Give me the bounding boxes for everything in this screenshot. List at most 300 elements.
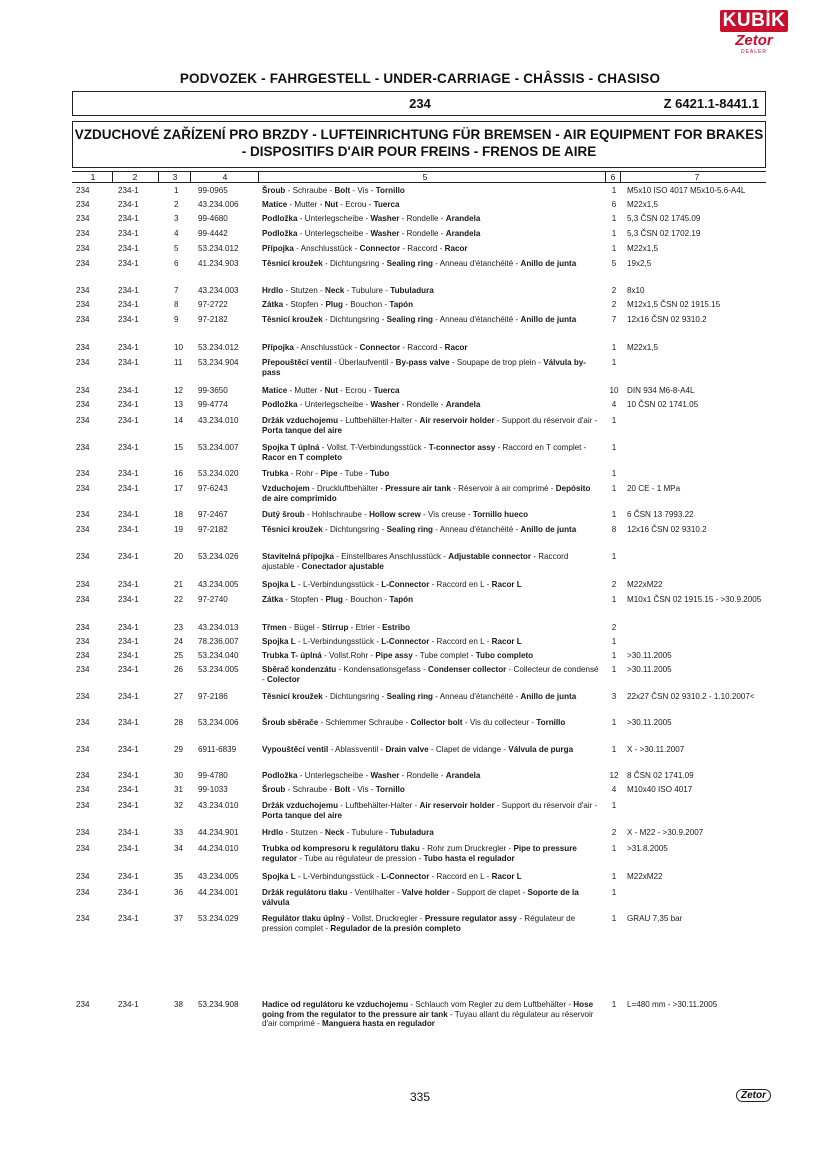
cell-part-number: 43.234.005 <box>198 580 239 589</box>
cell-quantity: 2 <box>611 286 617 295</box>
cell-position: 20 <box>174 552 184 561</box>
column-header-4: 4 <box>222 172 228 182</box>
description-cz: Vypouštěcí ventil <box>262 745 329 754</box>
column-divider <box>112 172 113 182</box>
cell-position: 27 <box>174 692 184 701</box>
description-fr: Vis du collecteur <box>469 718 530 727</box>
cell-quantity: 5 <box>611 259 617 268</box>
cell-group: 234 <box>76 745 90 754</box>
cell-subgroup: 234-1 <box>118 801 139 810</box>
cell-group: 234 <box>76 651 90 660</box>
description-es: Racor en T completo <box>262 452 343 462</box>
description-es: Tubo <box>370 469 390 478</box>
cell-note: >30.11.2005 <box>627 665 672 674</box>
cell-description: Těsnicí kroužek - Dichtungsring - Sealing ring - Anneau d'étanchéité - Anillo de junta <box>262 315 577 324</box>
description-en: Neck <box>325 828 345 837</box>
cell-group: 234 <box>76 214 90 223</box>
description-de: Überlaufventil <box>338 358 389 367</box>
description-en: Stirrup <box>321 623 349 632</box>
cell-note: M12x1,5 ČSN 02 1915.15 <box>627 300 721 309</box>
description-es: Porta tanque del aire <box>262 810 343 820</box>
description-es: Arandela <box>445 400 481 409</box>
description-es: Arandela <box>445 229 481 238</box>
cell-part-number: 53.234.904 <box>198 358 239 367</box>
cell-quantity: 6 <box>611 200 617 209</box>
column-header-5: 5 <box>422 172 428 182</box>
cell-group: 234 <box>76 525 90 534</box>
description-es: Porta tanque del aire <box>262 425 343 435</box>
description-cz: Vzduchojem <box>262 484 310 493</box>
description-de: Schlauch vom Regler zu dem Luftbehälter <box>415 1000 567 1009</box>
cell-subgroup: 234-1 <box>118 828 139 837</box>
cell-subgroup: 234-1 <box>118 400 139 409</box>
cell-position: 24 <box>174 637 184 646</box>
description-es: Tuerca <box>373 200 400 209</box>
cell-description: Spojka T úplná - Vollst. T-Verbindungsstück - T-connector assy - Raccord en T complet - Racor en T completo <box>262 443 587 462</box>
description-es: Tubo hasta el regulador <box>423 853 515 863</box>
description-cz: Držák vzduchojemu <box>262 416 339 425</box>
cell-description: Hrdlo - Stutzen - Neck - Tubulure - Tubuladura <box>262 828 434 837</box>
description-fr: Anneau d'étanchéité <box>439 525 514 534</box>
cell-group: 234 <box>76 186 90 195</box>
cell-note: M22x1,5 <box>627 244 659 253</box>
description-fr: Anneau d'étanchéité <box>439 692 514 701</box>
description-es: Tuerca <box>373 386 400 395</box>
description-de: Schraube <box>292 186 328 195</box>
cell-quantity: 1 <box>611 888 617 897</box>
description-cz: Těsnicí kroužek <box>262 525 323 534</box>
cell-position: 37 <box>174 914 184 923</box>
model-code: Z 6421.1-8441.1 <box>663 96 759 111</box>
description-fr: Clapet de vidange <box>435 745 502 754</box>
cell-note: X - M22 - >30.9.2007 <box>627 828 704 837</box>
cell-note: L=480 mm - >30.11.2005 <box>627 1000 718 1009</box>
cell-quantity: 8 <box>611 525 617 534</box>
description-es: Estribo <box>382 623 411 632</box>
cell-subgroup: 234-1 <box>118 286 139 295</box>
cell-description: Podložka - Unterlegscheibe - Washer - Rondelle - Arandela <box>262 214 481 223</box>
cell-description: Šroub - Schraube - Bolt - Vis - Tornillo <box>262 785 405 794</box>
cell-position: 21 <box>174 580 184 589</box>
description-en: Drain valve <box>385 745 429 754</box>
cell-position: 22 <box>174 595 184 604</box>
description-de: L-Verbindungsstück <box>302 580 375 589</box>
description-es: Racor L <box>491 637 522 646</box>
logo-tag: DEALER <box>740 49 767 55</box>
cell-part-number: 78.236.007 <box>198 637 239 646</box>
cell-note: M5x10 ISO 4017 M5x10-5.6-A4L <box>627 186 746 195</box>
cell-description: Třmen - Bügel - Stirrup - Etrier - Estribo <box>262 623 411 632</box>
description-fr: Rondelle <box>406 214 439 223</box>
description-fr: Régulateur de pression complet <box>262 914 576 933</box>
column-divider <box>158 172 159 182</box>
description-cz: Držák regulátoru tlaku <box>262 888 348 897</box>
cell-subgroup: 234-1 <box>118 244 139 253</box>
cell-note: >30.11.2005 <box>627 718 672 727</box>
cell-part-number: 43.234.006 <box>198 200 239 209</box>
cell-part-number: 44.234.001 <box>198 888 239 897</box>
description-fr: Bouchon <box>350 595 383 604</box>
description-es: Anillo de junta <box>520 692 577 701</box>
cell-subgroup: 234-1 <box>118 1000 139 1009</box>
description-es: Racor L <box>491 580 522 589</box>
cell-subgroup: 234-1 <box>118 259 139 268</box>
cell-description: Matice - Mutter - Nut - Ecrou - Tuerca <box>262 386 400 395</box>
cell-part-number: 53.234.026 <box>198 552 239 561</box>
description-es: Arandela <box>445 771 481 780</box>
description-cz: Hrdlo <box>262 286 284 295</box>
description-de: Hohlschraube <box>311 510 362 519</box>
description-cz: Těsnicí kroužek <box>262 259 323 268</box>
description-cz: Těsnicí kroužek <box>262 315 323 324</box>
cell-position: 9 <box>174 315 179 324</box>
page-number: 335 <box>409 1090 431 1104</box>
description-cz: Matice <box>262 386 288 395</box>
cell-description: Spojka L - L-Verbindungsstück - L-Connector - Raccord en L - Racor L <box>262 580 522 589</box>
description-de: Anschlusstück <box>300 343 353 352</box>
description-cz: Podložka <box>262 400 298 409</box>
cell-note: M22xM22 <box>627 872 663 881</box>
cell-quantity: 1 <box>611 244 617 253</box>
description-es: Racor <box>444 343 468 352</box>
description-en: Sealing ring <box>386 525 433 534</box>
description-es: Tornillo hueco <box>472 510 529 519</box>
description-cz: Spojka L <box>262 580 296 589</box>
description-en: Bolt <box>334 785 351 794</box>
cell-description: Přepouštěcí ventil - Überlaufventil - By-pass valve - Soupape de trop plein - Válvula by-pass <box>262 358 586 377</box>
description-fr: Raccord en L <box>436 637 485 646</box>
cell-group: 234 <box>76 244 90 253</box>
cell-subgroup: 234-1 <box>118 665 139 674</box>
cell-quantity: 1 <box>611 229 617 238</box>
description-de: Druckluftbehälter <box>316 484 379 493</box>
description-en: Valve holder <box>401 888 450 897</box>
cell-quantity: 1 <box>611 745 617 754</box>
description-en: Adjustable connector <box>448 552 531 561</box>
cell-group: 234 <box>76 1000 90 1009</box>
cell-description: Spojka L - L-Verbindungsstück - L-Connector - Raccord en L - Racor L <box>262 872 522 881</box>
cell-part-number: 53.234.012 <box>198 244 239 253</box>
description-de: Dichtungsring <box>329 692 380 701</box>
cell-note: 6 ČSN 13 7993.22 <box>627 510 694 519</box>
description-fr: Vis <box>357 186 369 195</box>
cell-part-number: 99-0965 <box>198 186 228 195</box>
description-en: L-Connector <box>381 637 430 646</box>
description-de: Unterlegscheibe <box>304 229 364 238</box>
description-de: Unterlegscheibe <box>304 771 364 780</box>
description-de: Vollst. Druckregler <box>351 914 418 923</box>
cell-part-number: 41.234.903 <box>198 259 239 268</box>
description-fr: Raccord ajustable <box>262 552 569 571</box>
cell-group: 234 <box>76 286 90 295</box>
description-fr: Réservoir à air comprimé <box>458 484 549 493</box>
description-en: Washer <box>370 229 400 238</box>
cell-description: Sběrač kondenzátu - Kondensationsgefass - Condenser collector - Collecteur de condensé - Colector <box>262 665 599 684</box>
cell-subgroup: 234-1 <box>118 510 139 519</box>
column-header-1: 1 <box>90 172 96 182</box>
cell-position: 33 <box>174 828 184 837</box>
cell-position: 16 <box>174 469 184 478</box>
description-fr: Raccord en L <box>436 580 485 589</box>
cell-description: Zátka - Stopfen - Plug - Bouchon - Tapón <box>262 595 414 604</box>
cell-subgroup: 234-1 <box>118 443 139 452</box>
cell-description: Zátka - Stopfen - Plug - Bouchon - Tapón <box>262 300 414 309</box>
cell-description: Vzduchojem - Druckluftbehälter - Pressure air tank - Réservoir à air comprimé - Depósito de aire comprimido <box>262 484 591 503</box>
cell-part-number: 6911-6839 <box>198 745 237 754</box>
cell-quantity: 1 <box>611 801 617 810</box>
cell-position: 6 <box>174 259 179 268</box>
cell-note: X - >30.11.2007 <box>627 745 685 754</box>
cell-group: 234 <box>76 637 90 646</box>
description-fr: Raccord <box>407 244 438 253</box>
description-es: Tornillo <box>375 785 405 794</box>
cell-note: GRAU 7,35 bar <box>627 914 683 923</box>
cell-group: 234 <box>76 844 90 853</box>
cell-subgroup: 234-1 <box>118 358 139 367</box>
cell-description: Dutý šroub - Hohlschraube - Hollow screw - Vis creuse - Tornillo hueco <box>262 510 529 519</box>
description-en: Plug <box>325 595 344 604</box>
cell-description: Hadice od regulátoru ke vzduchojemu - Schlauch vom Regler zu dem Luftbehälter - Hose going from the regulator to the pressure air tank - Tuyau allant du régulateur au réservoir d'air comprimé - Manguera hasta en regulador <box>262 1000 594 1028</box>
description-en: Hose going from the regulator to the pressure air tank <box>262 1000 594 1019</box>
description-en: Pressure air tank <box>385 484 451 493</box>
cell-position: 31 <box>174 785 184 794</box>
cell-position: 12 <box>174 386 184 395</box>
cell-part-number: 53.234.040 <box>198 651 239 660</box>
cell-position: 38 <box>174 1000 184 1009</box>
description-fr: Ecrou <box>345 200 367 209</box>
description-cz: Zátka <box>262 300 284 309</box>
cell-group: 234 <box>76 801 90 810</box>
logo-brand: KUBÍK <box>720 10 788 32</box>
cell-group: 234 <box>76 771 90 780</box>
description-en: Sealing ring <box>386 692 433 701</box>
cell-description: Matice - Mutter - Nut - Ecrou - Tuerca <box>262 200 400 209</box>
cell-quantity: 2 <box>611 828 617 837</box>
column-divider <box>258 172 259 182</box>
description-fr: Anneau d'étanchéité <box>439 259 514 268</box>
cell-note: 8x10 <box>627 286 645 295</box>
description-cz: Regulátor tlaku úplný <box>262 914 345 923</box>
description-cz: Šroub <box>262 785 286 794</box>
description-en: Pressure regulator assy <box>424 914 518 923</box>
description-es: Colector <box>266 674 300 684</box>
description-fr: Raccord en T complet <box>502 443 582 452</box>
cell-position: 3 <box>174 214 179 223</box>
cell-quantity: 1 <box>611 510 617 519</box>
cell-position: 17 <box>174 484 184 493</box>
cell-note: 5,3 ČSN 02 1702.19 <box>627 229 701 238</box>
cell-quantity: 1 <box>611 665 617 674</box>
description-de: Rohr zum Druckregler <box>427 844 507 853</box>
cell-description: Podložka - Unterlegscheibe - Washer - Rondelle - Arandela <box>262 771 481 780</box>
description-es: Anillo de junta <box>520 259 577 268</box>
cell-subgroup: 234-1 <box>118 692 139 701</box>
cell-subgroup: 234-1 <box>118 914 139 923</box>
cell-note: 8 ČSN 02 1741.09 <box>627 771 694 780</box>
description-de: Vollst.Rohr <box>329 651 369 660</box>
description-es: Tornillo <box>536 718 566 727</box>
cell-group: 234 <box>76 300 90 309</box>
cell-part-number: 99-3650 <box>198 386 228 395</box>
cell-quantity: 10 <box>609 386 619 395</box>
cell-subgroup: 234-1 <box>118 416 139 425</box>
description-en: Connector <box>359 244 401 253</box>
cell-group: 234 <box>76 914 90 923</box>
cell-quantity: 1 <box>611 443 617 452</box>
cell-position: 5 <box>174 244 179 253</box>
cell-quantity: 4 <box>611 785 617 794</box>
cell-quantity: 2 <box>611 300 617 309</box>
description-cz: Hrdlo <box>262 828 284 837</box>
cell-quantity: 3 <box>611 692 617 701</box>
cell-description: Trubka T- úplná - Vollst.Rohr - Pipe assy - Tube complet - Tubo completo <box>262 651 534 660</box>
description-fr: Ecrou <box>345 386 367 395</box>
column-header-7: 7 <box>694 172 700 182</box>
cell-group: 234 <box>76 469 90 478</box>
cell-description: Šroub - Schraube - Bolt - Vis - Tornillo <box>262 186 405 195</box>
cell-position: 10 <box>174 343 184 352</box>
cell-description: Přípojka - Anschlusstück - Connector - Raccord - Racor <box>262 244 468 253</box>
cell-subgroup: 234-1 <box>118 186 139 195</box>
description-es: Racor L <box>491 872 522 881</box>
cell-position: 32 <box>174 801 184 810</box>
cell-part-number: 53.234.029 <box>198 914 239 923</box>
description-fr: Tube au régulateur de pression <box>304 853 417 863</box>
description-es: Tornillo <box>375 186 405 195</box>
cell-note: DIN 934 M6-8-A4L <box>627 386 695 395</box>
description-de: Luftbehälter-Halter <box>345 801 413 810</box>
description-cz: Hadice od regulátoru ke vzduchojemu <box>262 1000 409 1009</box>
cell-position: 13 <box>174 400 184 409</box>
section-title: PODVOZEK - FAHRGESTELL - UNDER-CARRIAGE - CHÂSSIS - CHASISO <box>179 71 661 86</box>
description-cz: Stavitelná přípojka <box>262 552 334 561</box>
group-number: 234 <box>409 96 431 111</box>
description-es: Tubuladura <box>390 286 434 295</box>
cell-subgroup: 234-1 <box>118 469 139 478</box>
cell-subgroup: 234-1 <box>118 525 139 534</box>
cell-part-number: 43.234.013 <box>198 623 239 632</box>
description-de: Unterlegscheibe <box>304 400 364 409</box>
cell-description: Těsnicí kroužek - Dichtungsring - Sealing ring - Anneau d'étanchéité - Anillo de junta <box>262 525 577 534</box>
cell-group: 234 <box>76 200 90 209</box>
cell-part-number: 53.234.908 <box>198 1000 239 1009</box>
cell-note: M10x1 ČSN 02 1915.15 - >30.9.2005 <box>627 595 762 604</box>
description-en: L-Connector <box>381 872 430 881</box>
cell-description: Stavitelná přípojka - Einstellbares Anschlusstück - Adjustable connector - Raccord ajustable - Conectador ajustable <box>262 552 569 571</box>
cell-note: 19x2,5 <box>627 259 652 268</box>
page-title <box>72 121 766 168</box>
description-de: Stutzen <box>290 286 318 295</box>
column-header-3: 3 <box>172 172 178 182</box>
cell-quantity: 2 <box>611 623 617 632</box>
cell-part-number: 99-4680 <box>198 214 228 223</box>
cell-description: Držák regulátoru tlaku - Ventilhalter - Valve holder - Support de clapet - Soporte de la válvula <box>262 888 579 907</box>
cell-quantity: 7 <box>611 315 617 324</box>
description-es: Tapón <box>389 595 414 604</box>
cell-position: 30 <box>174 771 184 780</box>
description-fr: Rondelle <box>406 229 439 238</box>
description-de: Ablassventil <box>335 745 379 754</box>
cell-quantity: 1 <box>611 914 617 923</box>
cell-group: 234 <box>76 785 90 794</box>
description-es: Manguera hasta en regulador <box>322 1019 435 1028</box>
description-en: Sealing ring <box>386 315 433 324</box>
cell-subgroup: 234-1 <box>118 785 139 794</box>
description-de: Bügel <box>293 623 315 632</box>
cell-description: Vypouštěcí ventil - Ablassventil - Drain valve - Clapet de vidange - Válvula de purga <box>262 745 574 754</box>
description-de: Stutzen <box>290 828 318 837</box>
cell-position: 7 <box>174 286 179 295</box>
cell-description: Podložka - Unterlegscheibe - Washer - Rondelle - Arandela <box>262 229 481 238</box>
group-header-box <box>72 91 766 116</box>
cell-description: Podložka - Unterlegscheibe - Washer - Rondelle - Arandela <box>262 400 481 409</box>
cell-subgroup: 234-1 <box>118 214 139 223</box>
cell-position: 34 <box>174 844 184 853</box>
description-cz: Šroub sběrače <box>262 718 319 727</box>
description-fr: Collecteur de condensé <box>513 665 599 674</box>
description-en: Washer <box>370 771 400 780</box>
description-en: Washer <box>370 400 400 409</box>
description-en: L-Connector <box>381 580 430 589</box>
description-es: Tubo completo <box>475 651 534 660</box>
cell-group: 234 <box>76 259 90 268</box>
description-de: Schraube <box>292 785 328 794</box>
cell-group: 234 <box>76 580 90 589</box>
description-cz: Třmen <box>262 623 287 632</box>
cell-note: M22x1,5 <box>627 343 659 352</box>
description-en: Plug <box>325 300 344 309</box>
cell-part-number: 97-2182 <box>198 315 228 324</box>
column-divider <box>190 172 191 182</box>
description-cz: Trubka T- úplná <box>262 651 322 660</box>
cell-part-number: 44.234.010 <box>198 844 239 853</box>
cell-subgroup: 234-1 <box>118 637 139 646</box>
description-en: Sealing ring <box>386 259 433 268</box>
description-de: Stopfen <box>290 300 319 309</box>
cell-position: 4 <box>174 229 179 238</box>
description-cz: Těsnicí kroužek <box>262 692 323 701</box>
description-cz: Trubka <box>262 469 289 478</box>
description-de: Einstellbares Anschlusstück <box>341 552 442 561</box>
description-cz: Spojka L <box>262 872 296 881</box>
description-cz: Držák vzduchojemu <box>262 801 339 810</box>
cell-note: 10 ČSN 02 1741.05 <box>627 400 699 409</box>
cell-group: 234 <box>76 343 90 352</box>
description-en: Air reservoir holder <box>419 801 495 810</box>
cell-description: Přípojka - Anschlusstück - Connector - Raccord - Racor <box>262 343 468 352</box>
description-en: Nut <box>324 200 339 209</box>
description-fr: Bouchon <box>350 300 383 309</box>
cell-part-number: 53.234.020 <box>198 469 239 478</box>
cell-position: 35 <box>174 872 184 881</box>
cell-note: 12x16 ČSN 02 9310.2 <box>627 315 707 324</box>
column-header-2: 2 <box>132 172 138 182</box>
cell-subgroup: 234-1 <box>118 745 139 754</box>
cell-part-number: 43.234.005 <box>198 872 239 881</box>
description-cz: Přepouštěcí ventil <box>262 358 332 367</box>
description-es: Válvula by-pass <box>262 358 586 377</box>
description-cz: Trubka od kompresoru k regulátoru tlaku <box>262 844 420 853</box>
description-cz: Sběrač kondenzátu <box>262 665 337 674</box>
cell-position: 18 <box>174 510 184 519</box>
description-fr: Tuyau allant du régulateur au réservoir d'air comprimé <box>262 1009 594 1028</box>
description-de: L-Verbindungsstück <box>302 637 375 646</box>
description-de: Stopfen <box>290 595 319 604</box>
cell-subgroup: 234-1 <box>118 315 139 324</box>
description-es: Soporte de la válvula <box>262 888 579 907</box>
description-fr: Soupape de trop plein <box>456 358 537 367</box>
cell-part-number: 99-4780 <box>198 771 228 780</box>
